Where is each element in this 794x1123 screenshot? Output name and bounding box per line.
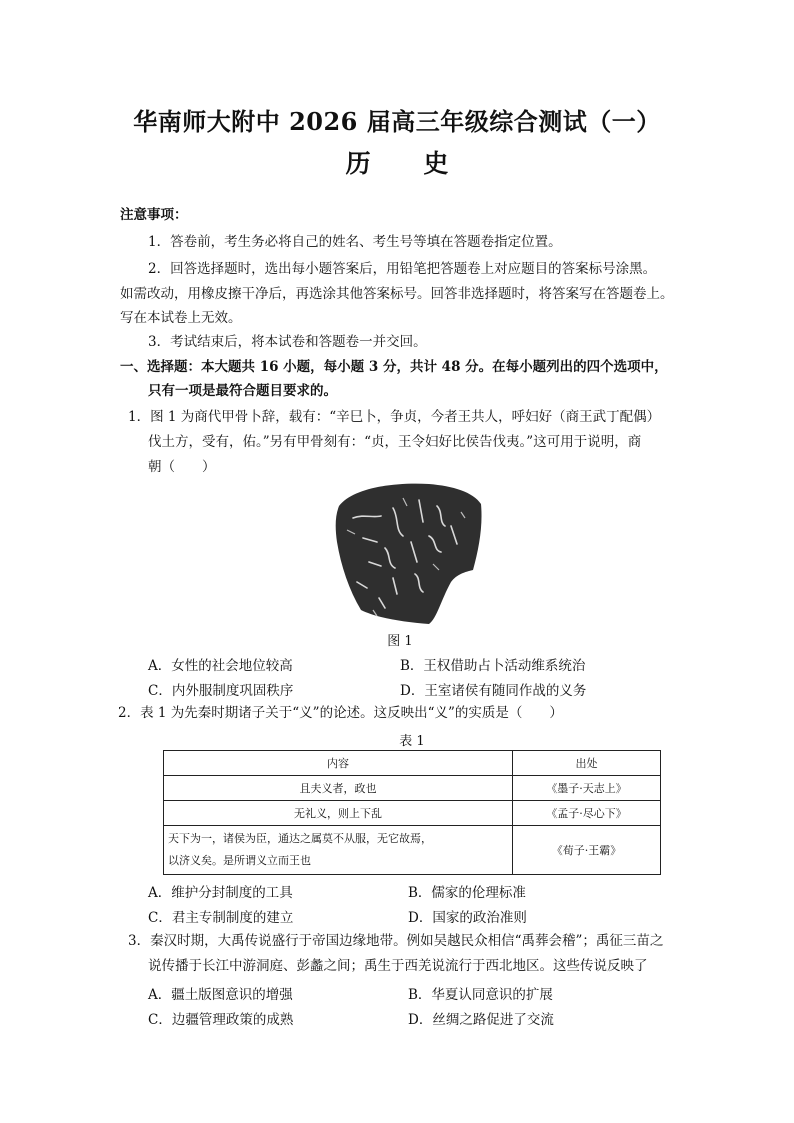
q3-stem-line-2: 说传播于长江中游洞庭、彭蠡之间；禹生于西羌说流行于西北地区。这些传说反映了	[148, 958, 648, 974]
table-cell-line: 天下为一，诸侯为臣，通达之属莫不从服，无它故焉，	[168, 832, 432, 845]
q3-option-b[interactable]: B．华夏认同意识的扩展	[408, 987, 553, 1003]
notice-heading: 注意事项：	[120, 207, 188, 223]
table-row	[164, 776, 661, 801]
exam-title: 华南师大附中 2026 届高三年级综合测试（一）	[133, 107, 661, 136]
section-heading-cont: 只有一项是最符合题目要求的。	[148, 383, 337, 399]
q1-option-b[interactable]: B．王权借助占卜活动维系统治	[400, 658, 586, 674]
q3-option-d[interactable]: D．丝绸之路促进了交流	[408, 1012, 554, 1028]
table-cell-line: 以济义矣。是所谓义立而王也	[168, 854, 311, 867]
q3-option-a[interactable]: A．疆土版图意识的增强	[148, 987, 293, 1003]
notice-item-2: 2．回答选择题时，选出每小题答案后，用铅笔把答题卷上对应题目的答案标号涂黑。	[148, 261, 657, 277]
table-cell-source: 《孟子·尽心下》	[513, 801, 661, 826]
q2-option-d[interactable]: D．国家的政治准则	[408, 910, 527, 926]
notice-item-2-cont2: 写在本试卷上无效。	[120, 310, 242, 326]
table-cell-source: 《荀子·王霸》	[513, 826, 661, 875]
table-header-source: 出处	[513, 751, 661, 776]
table-header-content: 内容	[164, 751, 513, 776]
section-heading: 一、选择题：本大题共 16 小题，每小题 3 分，共计 48 分。在每小题列出的四个选项中，	[120, 359, 668, 375]
table-cell-content	[164, 826, 513, 875]
table-cell-content: 且夫义者，政也	[164, 776, 513, 801]
q2-stem: 2．表 1 为先秦时期诸子关于“义”的论述。这反映出“义”的实质是（ ）	[118, 705, 563, 721]
oracle-bone-image	[333, 478, 483, 624]
q2-option-b[interactable]: B．儒家的伦理标准	[408, 885, 526, 901]
q2-option-c[interactable]: C．君主专制制度的建立	[148, 910, 294, 926]
table-cell-content: 无礼义，则上下乱	[164, 801, 513, 826]
q1-option-c[interactable]: C．内外服制度巩固秩序	[148, 683, 294, 699]
notice-item-2-cont: 如需改动，用橡皮擦干净后，再选涂其他答案标号。回答非选择题时，将答案写在答题卷上。	[120, 286, 674, 302]
q3-stem-line-1: 3．秦汉时期，大禹传说盛行于帝国边缘地带。例如吴越民众相信“禹葬会稽”；禹征三苗之	[128, 933, 664, 949]
q1-stem-line-1: 1．图 1 为商代甲骨卜辞，载有：“辛巳卜，争贞，今者王共人，呼妇好（商王武丁配偶）	[128, 409, 661, 425]
q1-option-d[interactable]: D．王室诸侯有随同作战的义务	[400, 683, 587, 699]
notice-item-1: 1．答卷前，考生务必将自己的姓名、考生号等填在答题卷指定位置。	[148, 234, 562, 250]
q1-stem-line-2: 伐土方，受有，佑。”另有甲骨刻有：“贞，王令妇好比侯告伐夷。”这可用于说明，商	[148, 434, 642, 450]
quote-table	[163, 750, 661, 875]
table-row	[164, 801, 661, 826]
q2-option-a[interactable]: A．维护分封制度的工具	[148, 885, 293, 901]
subject-title: 历 史	[345, 149, 471, 178]
table-cell-source: 《墨子·天志上》	[513, 776, 661, 801]
figure-1-caption: 图 1	[387, 634, 413, 649]
table-header-row	[164, 751, 661, 776]
q1-stem-line-3: 朝（ ）	[148, 459, 216, 475]
notice-item-3: 3．考试结束后，将本试卷和答题卷一并交回。	[148, 334, 427, 350]
table-1-caption: 表 1	[399, 734, 425, 749]
q1-option-a[interactable]: A．女性的社会地位较高	[148, 658, 293, 674]
q3-option-c[interactable]: C．边疆管理政策的成熟	[148, 1012, 294, 1028]
table-row	[164, 826, 661, 875]
